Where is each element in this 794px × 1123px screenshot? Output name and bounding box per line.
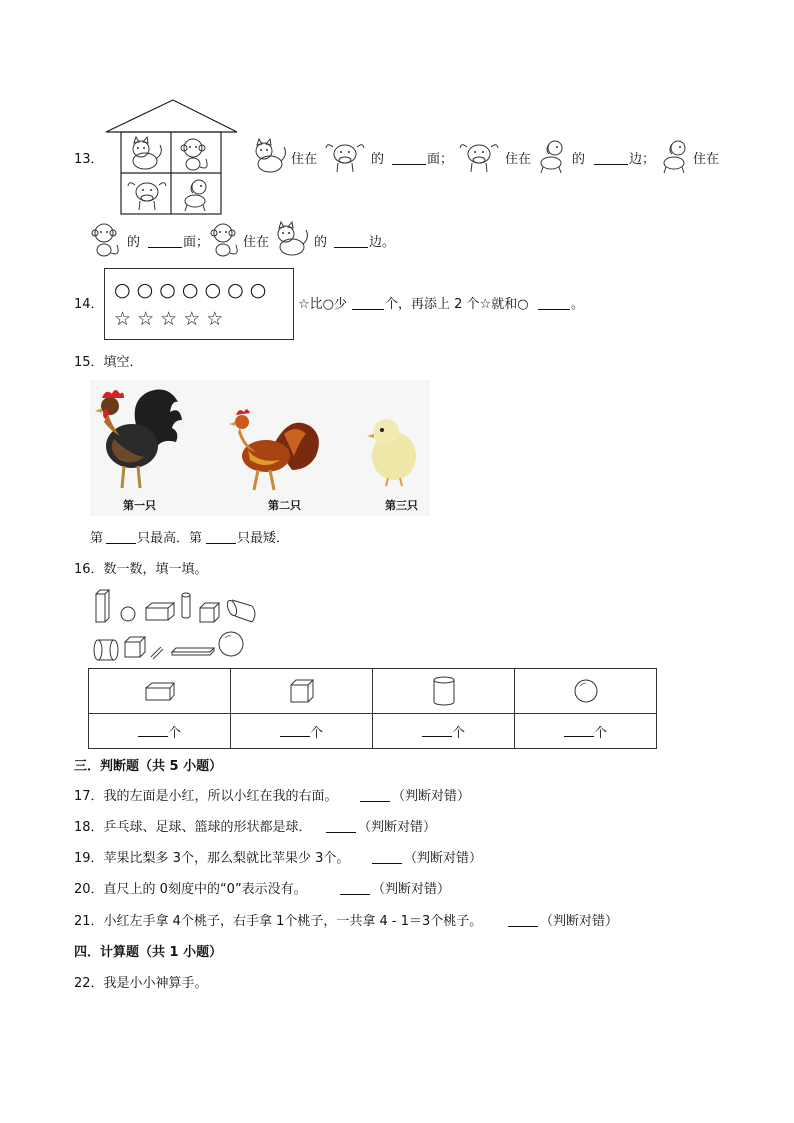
sphere-icon bbox=[219, 632, 243, 656]
dog-icon bbox=[658, 139, 692, 175]
q13-text: 住在 bbox=[291, 152, 318, 167]
q13-text: 的 bbox=[371, 152, 385, 167]
sphere-icon bbox=[572, 677, 600, 705]
q14-number: 14． bbox=[74, 297, 104, 312]
answer-blank[interactable] bbox=[508, 913, 538, 927]
q21-text: 21．小红左手拿 4个桃子，右手拿 1个桃子，一共拿 4 - 1＝3个桃子。 bbox=[74, 914, 483, 929]
count-cell[interactable]: 个 bbox=[231, 714, 373, 749]
answer-blank[interactable] bbox=[392, 151, 426, 165]
dog-icon bbox=[535, 139, 569, 175]
q13-text: 面； bbox=[427, 152, 454, 167]
circles-row: ○ ○ ○ ○ ○ ○ ○ bbox=[114, 279, 267, 301]
stars-row: ☆ ☆ ☆ ☆ ☆ bbox=[114, 308, 224, 330]
q20-suffix: （判断对错） bbox=[372, 882, 451, 897]
q13-text: 的 bbox=[127, 235, 141, 250]
q14-text: ☆比○少 bbox=[298, 297, 347, 312]
answer-blank[interactable] bbox=[106, 530, 136, 544]
q19-suffix: （判断对错） bbox=[404, 851, 483, 866]
q16-title: 16．数一数，填一填。 bbox=[74, 562, 208, 577]
q15-title: 15．填空． bbox=[74, 355, 143, 370]
count-cell[interactable]: 个 bbox=[89, 714, 231, 749]
q13-text: 的 bbox=[572, 152, 586, 167]
q15-text: 只最高．第 bbox=[137, 531, 203, 546]
q14-text: 个，再添上 2 个☆就和○ bbox=[385, 297, 529, 312]
solid-shapes-group bbox=[92, 588, 252, 664]
q15-text: 第 bbox=[90, 531, 104, 546]
q13-text: 面； bbox=[183, 235, 210, 250]
answer-blank[interactable] bbox=[206, 530, 236, 544]
cylinder-icon bbox=[182, 593, 190, 618]
sphere-icon bbox=[121, 607, 135, 621]
q18-suffix: （判断对错） bbox=[358, 820, 437, 835]
answer-blank[interactable] bbox=[538, 296, 570, 310]
q13-text: 边。 bbox=[369, 235, 396, 250]
monkey-icon bbox=[88, 222, 124, 260]
cat-icon bbox=[133, 137, 161, 169]
caption-third: 第三只 bbox=[385, 499, 418, 512]
cube-icon bbox=[200, 603, 219, 622]
monkey-icon bbox=[181, 139, 207, 170]
cuboid-icon bbox=[146, 603, 174, 620]
cow-icon bbox=[458, 139, 500, 175]
section-3-title: 三．判断题（共 5 小题） bbox=[74, 759, 223, 774]
cuboid-icon bbox=[144, 680, 176, 702]
q18-text: 18．乒乓球、足球、篮球的形状都是球． bbox=[74, 820, 312, 835]
table-header-cell bbox=[89, 669, 231, 714]
rooster-2-image bbox=[228, 400, 324, 494]
house-diagram bbox=[103, 99, 239, 215]
answer-blank[interactable] bbox=[334, 234, 368, 248]
answer-blank[interactable] bbox=[352, 296, 384, 310]
answer-blank[interactable] bbox=[148, 234, 182, 248]
table-header-cell bbox=[515, 669, 657, 714]
count-cell[interactable]: 个 bbox=[373, 714, 515, 749]
q14-text: 。 bbox=[571, 297, 585, 312]
cat-icon bbox=[250, 139, 288, 175]
rooster-1-image bbox=[94, 384, 186, 494]
q21-suffix: （判断对错） bbox=[540, 914, 619, 929]
cow-icon bbox=[128, 183, 166, 210]
q13-text: 住在 bbox=[505, 152, 532, 167]
q22-text: 22．我是小小神算手。 bbox=[74, 976, 208, 991]
section-4-title: 四．计算题（共 1 小题） bbox=[74, 945, 223, 960]
caption-first: 第一只 bbox=[123, 499, 156, 512]
q13-text: 住在 bbox=[693, 152, 720, 167]
cube-icon bbox=[289, 678, 315, 704]
q13-text: 边； bbox=[629, 152, 656, 167]
q13-text: 住在 bbox=[243, 235, 270, 250]
cylinder-icon bbox=[152, 648, 162, 658]
monkey-icon bbox=[207, 222, 243, 260]
cat-icon bbox=[272, 222, 312, 258]
cuboid-icon bbox=[172, 648, 214, 655]
dog-icon bbox=[185, 180, 206, 211]
cylinder-icon bbox=[94, 640, 118, 660]
table-header-cell bbox=[231, 669, 373, 714]
count-table bbox=[88, 668, 657, 749]
cube-icon bbox=[125, 637, 145, 657]
cylinder-icon bbox=[432, 675, 456, 707]
answer-blank[interactable] bbox=[326, 819, 356, 833]
cow-icon bbox=[324, 139, 366, 175]
q17-text: 17．我的左面是小红，所以小红在我的右面。 bbox=[74, 789, 338, 804]
q13-text: 的 bbox=[314, 235, 328, 250]
chick-image bbox=[362, 410, 426, 488]
answer-blank[interactable] bbox=[372, 850, 402, 864]
table-header-cell bbox=[373, 669, 515, 714]
answer-blank[interactable] bbox=[594, 151, 628, 165]
q13-number: 13． bbox=[74, 152, 104, 167]
answer-blank[interactable] bbox=[360, 788, 390, 802]
q19-text: 19．苹果比梨多 3个，那么梨就比苹果少 3个。 bbox=[74, 851, 350, 866]
count-cell[interactable]: 个 bbox=[515, 714, 657, 749]
cylinder-icon bbox=[226, 599, 255, 622]
q20-text: 20．直尺上的 0刻度中的“0”表示没有。 bbox=[74, 882, 307, 897]
q15-text: 只最矮． bbox=[237, 531, 290, 546]
answer-blank[interactable] bbox=[340, 881, 370, 895]
cuboid-icon bbox=[96, 590, 109, 622]
caption-second: 第二只 bbox=[268, 499, 301, 512]
q17-suffix: （判断对错） bbox=[392, 789, 471, 804]
